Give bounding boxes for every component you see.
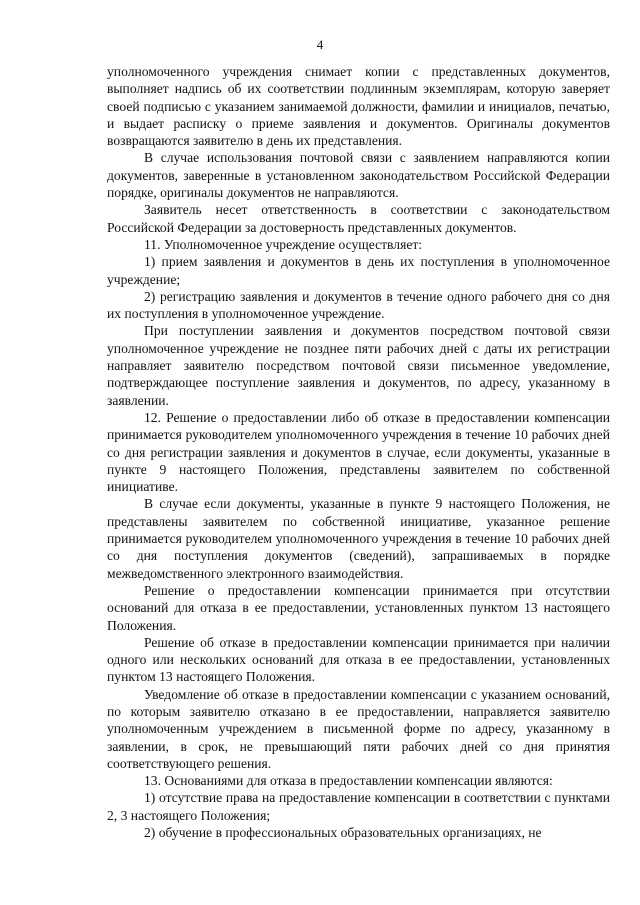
paragraph-applicant-responsibility: Заявитель несет ответственность в соответствии с законодательством Российской Федерации за достоверность представленных документов. (107, 202, 610, 235)
clause-13-heading: 13. Основаниями для отказа в предоставлении компенсации являются: (144, 773, 553, 789)
clause-11-heading: 11. Уполномоченное учреждение осуществляет: (144, 236, 423, 252)
page-number: 4 (316, 37, 324, 52)
clause-13-item-1: 1) отсутствие права на предоставление компенсации в соответствии с пунктами 2, 3 настоящего Положения; (107, 790, 610, 823)
clause-13-item-2: 2) обучение в профессиональных образовательных организациях, не (144, 825, 542, 841)
paragraph-approval-decision: Решение о предоставлении компенсации принимается при отсутствии оснований для отказа в ее предоставлении, установленных пунктом 13 настоящего Положения. (107, 582, 610, 633)
paragraph-interagency-request: В случае если документы, указанные в пункте 9 настоящего Положения, не представлены заявителем по собственной инициативе, указанное решение принимается руководителем уполномоченного учреждения в течение 10 рабочих дней со дня поступления документов (сведений), запрашиваемых в порядке межведомственного электронного взаимодействия. (107, 496, 610, 581)
clause-11-item-2: 2) регистрацию заявления и документов в течение одного рабочего дня со дня их поступления в уполномоченное учреждение. (107, 288, 610, 322)
paragraph-postal-copies: В случае использования почтовой связи с заявлением направляются копии документов, заверенные в установленном законодательством Российской Федерации порядке, оригиналы документов не направляются. (107, 150, 610, 201)
clause-11-item-1: 1) прием заявления и документов в день их поступления в уполномоченное учреждение; (107, 254, 610, 287)
paragraph-refusal-notice: Уведомление об отказе в предоставлении компенсации с указанием оснований, по которым заявителю отказано в ее предоставлении, направляется заявителю уполномоченным учреждением в письменной форме по адресу, указанному в заявлении, в срок, не превышающий пяти рабочих дней со дня принятия соответствующего решения. (107, 686, 610, 771)
paragraph-refusal-decision: Решение об отказе в предоставлении компенсации принимается при наличии одного или нескольких оснований для отказа в ее предоставлении, установленных пунктом 13 настоящего Положения. (107, 634, 610, 685)
paragraph-postal-notification: При поступлении заявления и документов посредством почтовой связи уполномоченное учреждение не позднее пяти рабочих дней с даты их регистрации направляет заявителю посредством почтовой связи письменное уведомление, подтверждающее поступление заявления и документов, по адресу, указанному в заявлении. (107, 323, 610, 408)
clause-12: 12. Решение о предоставлении либо об отказе в предоставлении компенсации принимается руководителем уполномоченного учреждения в течение 10 рабочих дней со дня регистрации заявления и документов в случае, если документы, указанные в пункте 9 настоящего Положения, представлены заявителем по собственной инициативе. (107, 409, 610, 495)
paragraph-continuation: уполномоченного учреждения снимает копии с представленных документов, выполняет надпись об их соответствии подлинным экземплярам, которую заверяет своей подписью с указанием занимаемой должности, фамилии и инициалов, печатью, и выдает расписку о приеме заявления и документов. Оригиналы документов возвращаются заявителю в день их представления. (107, 64, 610, 149)
document-body (107, 63, 610, 841)
